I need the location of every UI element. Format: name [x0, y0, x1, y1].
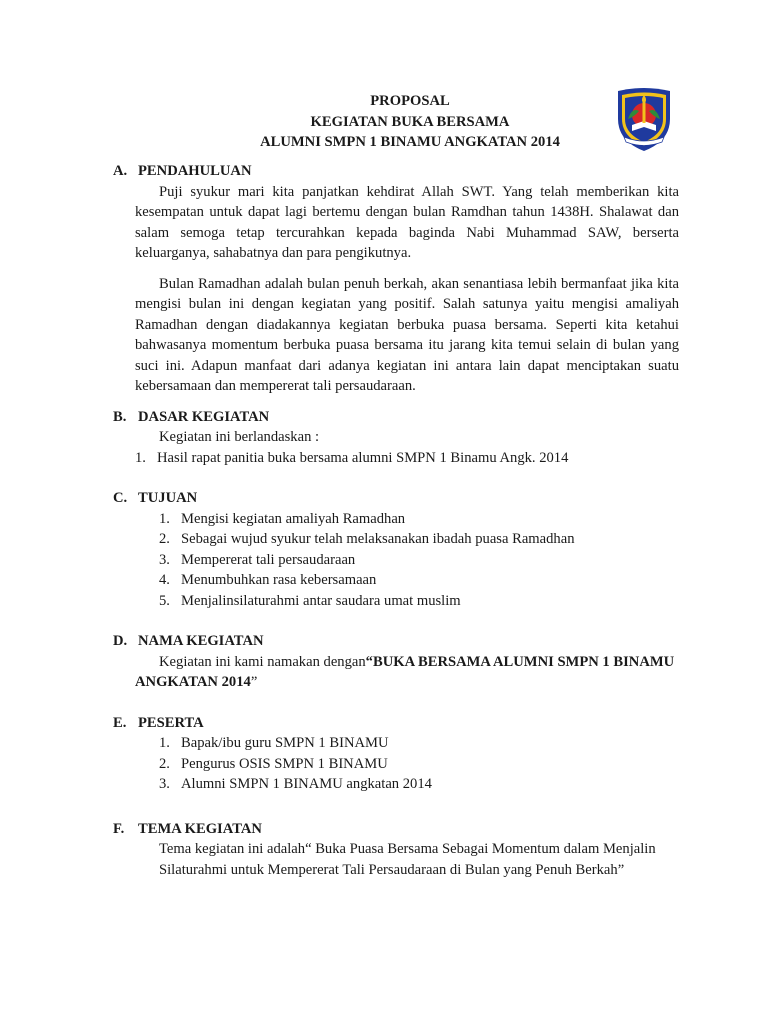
school-emblem-logo	[612, 85, 676, 153]
list-item: 3. Mempererat tali persaudaraan	[159, 551, 356, 568]
section-heading: B. DASAR KEGIATAN	[113, 408, 270, 425]
title-line-1: PROPOSAL	[370, 93, 450, 109]
section-tema-kegiatan	[113, 819, 679, 881]
section-tujuan	[113, 488, 679, 611]
list-item: 2. Sebagai wujud syukur telah melaksanakan ibadah puasa Ramadhan	[159, 531, 575, 547]
list-item: 5. Menjalinsilaturahmi antar saudara umat muslim	[159, 592, 461, 609]
section-intro: Kegiatan ini berlandaskan :	[159, 429, 320, 445]
paragraph-2: Bulan Ramadhan adalah bulan penuh berkah, akan senantiasa lebih bermanfaat jika kita mengisi bulan ini dengan kegiatan yang positif. Salah satunya yaitu mengisi amaliyah Ramadhan dengan diadakannya kegiatan berbuka puasa bersama. Seperti kita ketahui bahwasanya momentum berbuka puasa bersama itu jarang kita temui selain di bulan yang suci ini. Adapun manfaat dari adanya kegiatan ini antara lain dapat menciptakan suatu kebersamaan dan mempererat tali persaudaraan.	[135, 275, 679, 394]
list-item: 3. Alumni SMPN 1 BINAMU angkatan 2014	[159, 776, 432, 792]
list-item: 1. Mengisi kegiatan amaliyah Ramadhan	[159, 510, 406, 527]
section-heading: E. PESERTA	[113, 714, 204, 731]
peserta-list	[113, 733, 679, 795]
section-dasar-kegiatan	[113, 407, 679, 469]
dasar-list	[113, 448, 679, 469]
emblem-torch	[643, 101, 646, 123]
paragraph-1: Puji syukur mari kita panjatkan kehdirat Allah SWT. Yang telah memberikan kita kesempatan untuk dapat lagi bertemu dengan bulan Ramdhan tahun 1438H. Shalawat dan salam semoga tetap tercurahkan kepada baginda Nabi Muhammad SAW, berserta keluarganya, sahabatnya dan para pengikutnya.	[135, 183, 679, 261]
theme-text: Tema kegiatan ini adalah“ Buka Puasa Bersama Sebagai Momentum dalam Menjalin Silaturahmi untuk Mempererat Tali Persaudaraan di Bulan yang Penuh Berkah”	[159, 841, 656, 878]
list-item: 1. Hasil rapat panitia buka bersama alumni SMPN 1 Binamu Angk. 2014	[135, 449, 569, 466]
section-nama-kegiatan	[113, 631, 679, 693]
activity-name: “BUKA BERSAMA ALUMNI SMPN 1 BINAMU ANGKATAN 2014	[135, 653, 675, 690]
proposal-title	[240, 91, 580, 153]
list-item: 1. Bapak/ibu guru SMPN 1 BINAMU	[159, 735, 389, 751]
section-heading: A. PENDAHULUAN	[113, 163, 252, 179]
section-peserta	[113, 713, 679, 795]
section-heading: C. TUJUAN	[113, 490, 198, 506]
tujuan-list	[113, 509, 679, 612]
activity-name-paragraph: Kegiatan ini kami namakan dengan“BUKA BERSAMA ALUMNI SMPN 1 BINAMU ANGKATAN 2014”	[135, 653, 675, 690]
list-item: 4. Menumbuhkan rasa kebersamaan	[159, 572, 377, 588]
title-line-2: KEGIATAN BUKA BERSAMA	[310, 113, 510, 130]
section-heading: D. NAMA KEGIATAN	[113, 633, 264, 649]
section-pendahuluan	[113, 161, 679, 397]
title-line-3: ALUMNI SMPN 1 BINAMU ANGKATAN 2014	[260, 134, 560, 150]
document-body	[113, 161, 679, 880]
section-heading: F. TEMA KEGIATAN	[113, 820, 262, 837]
list-item: 2. Pengurus OSIS SMPN 1 BINAMU	[159, 755, 388, 772]
